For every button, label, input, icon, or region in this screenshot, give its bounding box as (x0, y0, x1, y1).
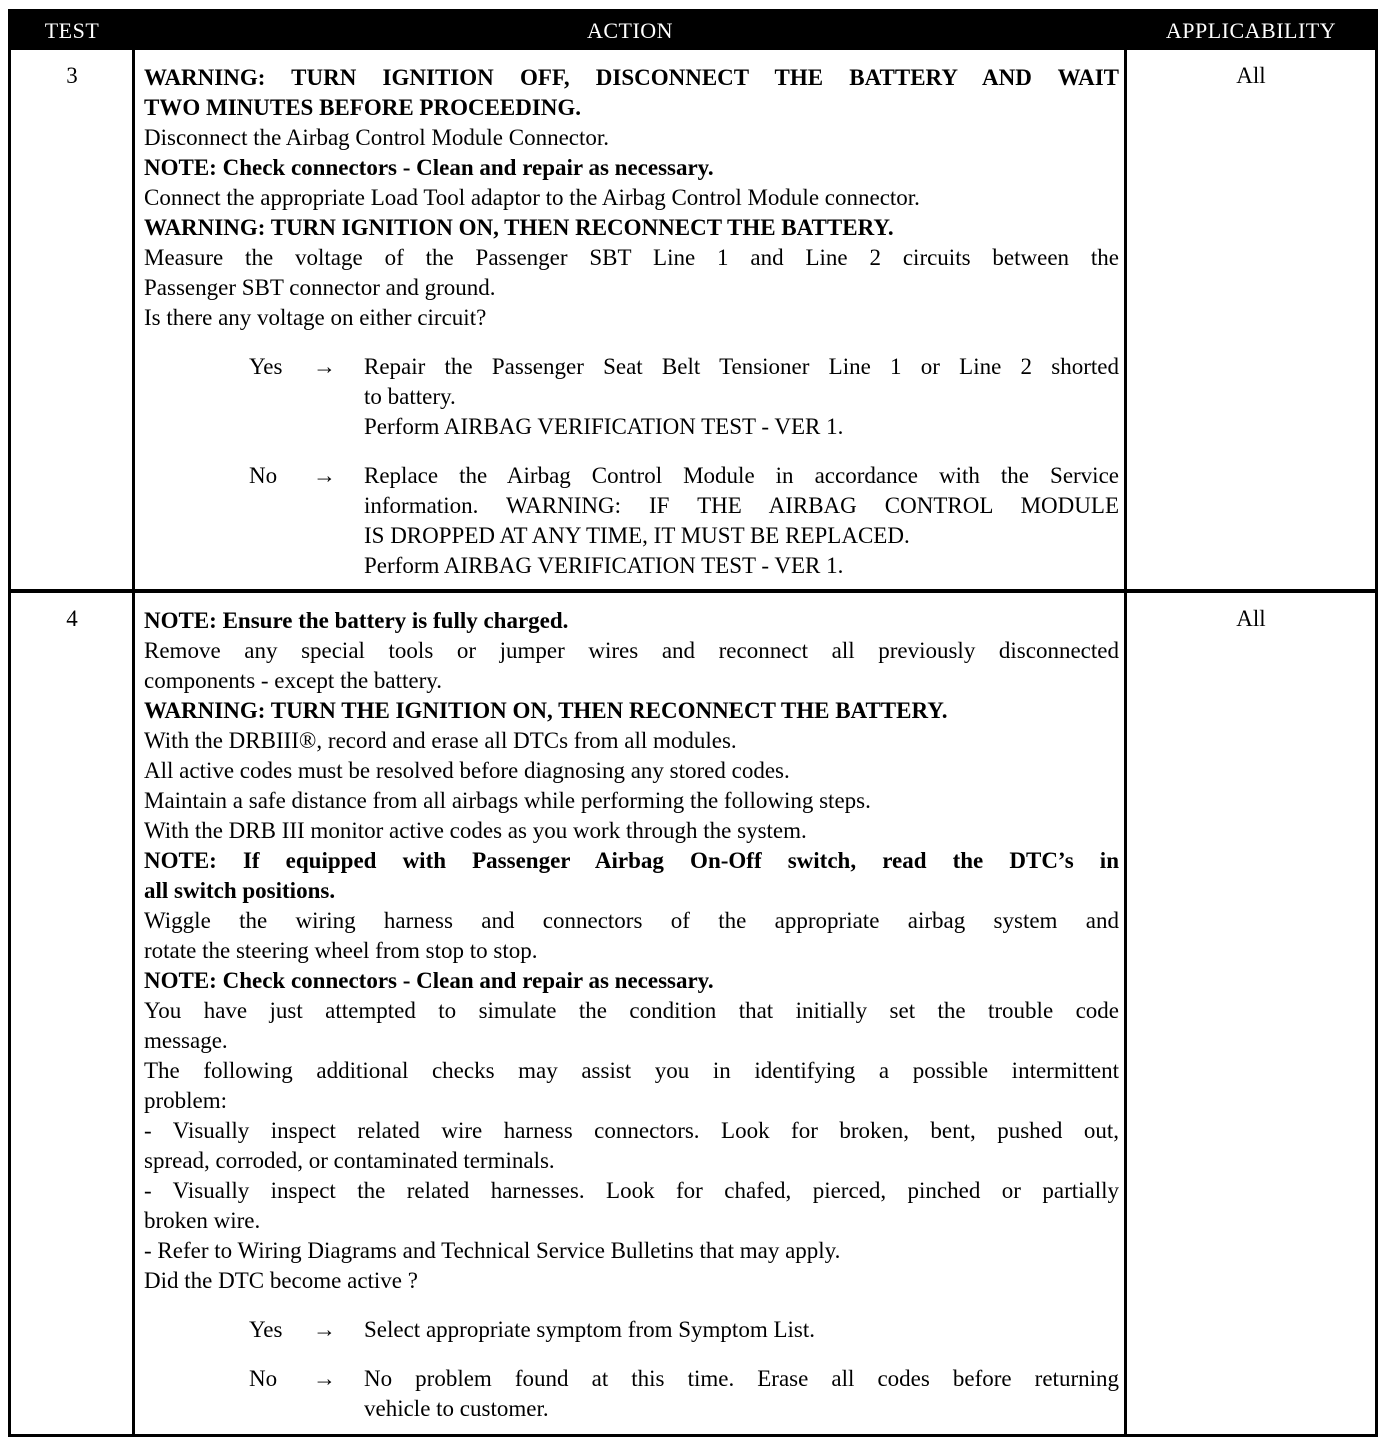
option-text: Replace the Airbag Control Module in accordance with the Service (364, 463, 1119, 488)
option-label: Yes (249, 354, 283, 379)
note-text: NOTE: Ensure the battery is fully charged. (144, 608, 569, 633)
instruction-text: Passenger SBT connector and ground. (144, 275, 496, 300)
option-text: to battery. (364, 384, 456, 409)
instruction-text: Disconnect the Airbag Control Module Connector. (144, 125, 610, 150)
option-text: IS DROPPED AT ANY TIME, IT MUST BE REPLACED. (364, 523, 910, 548)
instruction-text: message. (144, 1028, 228, 1053)
note-text: all switch positions. (144, 878, 336, 903)
instruction-text: - Visually inspect related wire harness connectors. Look for broken, bent, pushed out, (144, 1118, 1119, 1143)
action-cell (144, 63, 1119, 581)
instruction-text: Measure the voltage of the Passenger SBT Line 1 and Line 2 circuits between the (144, 245, 1119, 270)
option-text: Perform AIRBAG VERIFICATION TEST - VER 1. (364, 414, 844, 439)
question-text: Did the DTC become active ? (144, 1268, 418, 1293)
applicability-value: All (1236, 606, 1266, 631)
arrow-right-icon: → (313, 354, 336, 379)
header-applicability: APPLICABILITY (1165, 18, 1337, 43)
action-cell (144, 606, 1119, 1424)
instruction-text: Remove any special tools or jumper wires and reconnect all previously disconnected (144, 638, 1119, 663)
test-number: 4 (66, 606, 78, 631)
applicability-value: All (1236, 63, 1266, 88)
table-header (11, 12, 1375, 50)
instruction-text: components - except the battery. (144, 668, 443, 693)
option-no (249, 1364, 1119, 1424)
instruction-text: problem: (144, 1088, 228, 1113)
option-label: No (249, 463, 278, 488)
arrow-right-icon: → (313, 1317, 336, 1342)
arrow-right-icon: → (313, 1366, 336, 1391)
instruction-text: Maintain a safe distance from all airbags while performing the following steps. (144, 788, 871, 813)
option-text: information. WARNING: IF THE AIRBAG CONTROL MODULE (364, 493, 1119, 518)
table-row-test-3 (11, 50, 1375, 589)
test-number: 3 (66, 63, 78, 88)
warning-text: WARNING: TURN THE IGNITION ON, THEN RECONNECT THE BATTERY. (144, 698, 948, 723)
instruction-text: All active codes must be resolved before diagnosing any stored codes. (144, 758, 790, 783)
instruction-text: Connect the appropriate Load Tool adaptor to the Airbag Control Module connector. (144, 185, 920, 210)
header-action: ACTION (586, 18, 674, 43)
warning-text: WARNING: TURN IGNITION OFF, DISCONNECT THE BATTERY AND WAIT (144, 65, 1119, 90)
instruction-text: With the DRBIII®, record and erase all DTCs from all modules. (144, 728, 737, 753)
option-yes (249, 1315, 1119, 1345)
option-text: Select appropriate symptom from Symptom List. (364, 1317, 815, 1342)
instruction-text: - Visually inspect the related harnesses. Look for chafed, pierced, pinched or partially (144, 1178, 1119, 1203)
option-text: Repair the Passenger Seat Belt Tensioner Line 1 or Line 2 shorted (364, 354, 1119, 379)
instruction-text: - Refer to Wiring Diagrams and Technical Service Bulletins that may apply. (144, 1238, 841, 1263)
instruction-text: With the DRB III monitor active codes as you work through the system. (144, 818, 807, 843)
option-text: Perform AIRBAG VERIFICATION TEST - VER 1. (364, 553, 844, 578)
note-text: NOTE: Check connectors - Clean and repair as necessary. (144, 968, 714, 993)
instruction-text: Wiggle the wiring harness and connectors of the appropriate airbag system and (144, 908, 1119, 933)
instruction-text: broken wire. (144, 1208, 261, 1233)
option-yes (249, 352, 1119, 442)
instruction-text: spread, corroded, or contaminated terminals. (144, 1148, 555, 1173)
option-text: vehicle to customer. (364, 1396, 549, 1421)
option-label: No (249, 1366, 278, 1391)
note-text: NOTE: If equipped with Passenger Airbag On-Off switch, read the DTC’s in (144, 848, 1119, 873)
note-text: NOTE: Check connectors - Clean and repair as necessary. (144, 155, 714, 180)
diagnostic-test-table (8, 9, 1378, 1437)
table-row-test-4 (11, 593, 1375, 1433)
option-no (249, 461, 1119, 581)
warning-text: TWO MINUTES BEFORE PROCEEDING. (144, 95, 582, 120)
question-text: Is there any voltage on either circuit? (144, 305, 487, 330)
instruction-text: You have just attempted to simulate the condition that initially set the trouble code (144, 998, 1119, 1023)
header-test: TEST (44, 18, 100, 43)
arrow-right-icon: → (313, 463, 336, 488)
instruction-text: The following additional checks may assist you in identifying a possible intermittent (144, 1058, 1119, 1083)
option-label: Yes (249, 1317, 283, 1342)
option-text: No problem found at this time. Erase all codes before returning (364, 1366, 1119, 1391)
instruction-text: rotate the steering wheel from stop to stop. (144, 938, 538, 963)
warning-text: WARNING: TURN IGNITION ON, THEN RECONNECT THE BATTERY. (144, 215, 894, 240)
